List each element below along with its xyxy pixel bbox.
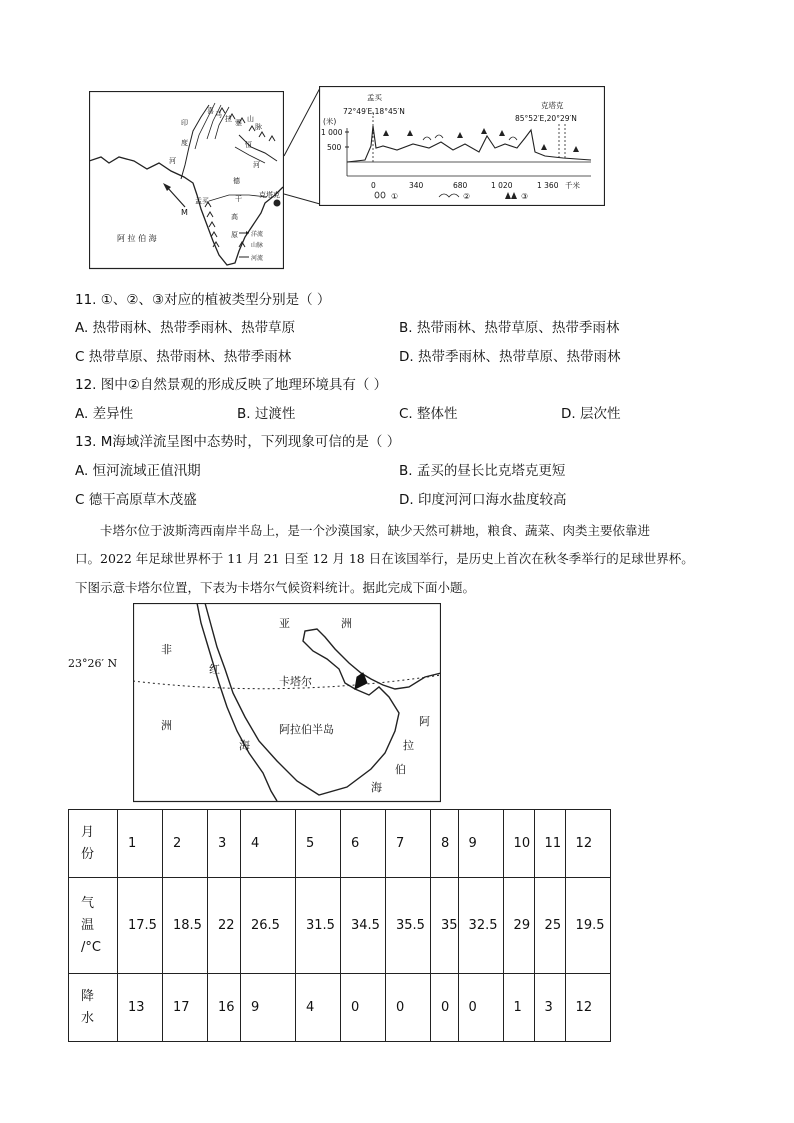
climate-table <box>68 809 611 1042</box>
temperature-cell: 26.5 <box>241 878 296 974</box>
qatar-map <box>133 603 441 803</box>
svg-text:山脉: 山脉 <box>251 242 264 249</box>
svg-text:M: M <box>181 208 188 217</box>
svg-text:河流: 河流 <box>251 255 264 262</box>
q11-option-d[interactable]: D. 热带季雨林、热带草原、热带雨林 <box>399 349 621 365</box>
svg-text:洲: 洲 <box>161 719 172 732</box>
svg-text:680: 680 <box>453 181 468 190</box>
passage-line-3: 下图示意卡塔尔位置，下表为卡塔尔气候资料统计。据此完成下面小题。 <box>75 580 476 595</box>
svg-text:拉: 拉 <box>225 115 232 123</box>
precipitation-cell: 0 <box>341 974 386 1042</box>
svg-text:干: 干 <box>235 195 242 203</box>
svg-text:孟买: 孟买 <box>367 93 382 102</box>
svg-text:72°49′E,18°45′N: 72°49′E,18°45′N <box>343 107 405 116</box>
precipitation-cell: 3 <box>534 974 565 1042</box>
q12-option-a[interactable]: A. 差异性 <box>75 406 134 422</box>
precipitation-cell: 0 <box>386 974 431 1042</box>
month-cell: 4 <box>241 810 296 878</box>
india-map <box>89 91 284 270</box>
precipitation-cell: 9 <box>241 974 296 1042</box>
q11-option-b[interactable]: B. 热带雨林、热带草原、热带季雨林 <box>399 320 620 336</box>
svg-text:500: 500 <box>327 143 342 152</box>
question-12-stem: 12. 图中②自然景观的形成反映了地理环境具有（ ） <box>75 377 388 393</box>
month-cell: 6 <box>341 810 386 878</box>
month-cell: 7 <box>386 810 431 878</box>
cuttack-dot <box>274 200 281 207</box>
svg-text:③: ③ <box>521 192 529 201</box>
temperature-header: 气 温 /°C <box>69 878 118 974</box>
svg-text:伯: 伯 <box>395 763 406 776</box>
q11-option-a[interactable]: A. 热带雨林、热带季雨林、热带草原 <box>75 320 296 336</box>
svg-text:孟买: 孟买 <box>195 197 209 205</box>
svg-text:非: 非 <box>161 643 172 656</box>
precipitation-header: 降 水 <box>69 974 118 1042</box>
svg-text:340: 340 <box>409 181 424 190</box>
svg-text:德: 德 <box>233 177 240 185</box>
temperature-row <box>69 878 611 974</box>
month-cell: 5 <box>296 810 341 878</box>
svg-text:印: 印 <box>181 119 188 127</box>
temperature-cell: 31.5 <box>296 878 341 974</box>
svg-text:1 020: 1 020 <box>491 181 513 190</box>
tropic-label: 23°26′ N <box>68 657 118 670</box>
q12-option-d[interactable]: D. 层次性 <box>561 406 621 422</box>
precipitation-cell: 13 <box>118 974 163 1042</box>
month-cell: 10 <box>503 810 534 878</box>
temperature-cell: 35 <box>431 878 459 974</box>
svg-text:阿: 阿 <box>419 715 430 728</box>
q13-option-c[interactable]: C 德干高原草木茂盛 <box>75 492 197 508</box>
month-cell: 1 <box>118 810 163 878</box>
svg-text:度: 度 <box>181 139 188 147</box>
month-cell: 3 <box>208 810 241 878</box>
svg-text:①: ① <box>391 192 399 201</box>
precipitation-cell: 16 <box>208 974 241 1042</box>
q12-option-c[interactable]: C. 整体性 <box>399 406 458 422</box>
svg-text:喜: 喜 <box>207 107 214 115</box>
zoom-connector <box>284 86 322 206</box>
temperature-cell: 22 <box>208 878 241 974</box>
month-cell: 12 <box>565 810 610 878</box>
svg-text:脉: 脉 <box>255 123 262 131</box>
svg-text:0: 0 <box>371 181 376 190</box>
q13-option-b[interactable]: B. 孟买的昼长比克塔克更短 <box>399 463 566 479</box>
svg-text:千米: 千米 <box>565 181 580 190</box>
svg-text:雅: 雅 <box>235 119 242 127</box>
temperature-cell: 19.5 <box>565 878 610 974</box>
svg-text:(米): (米) <box>323 117 337 126</box>
svg-text:阿 拉 伯 海: 阿 拉 伯 海 <box>117 234 157 243</box>
svg-text:红: 红 <box>209 663 220 676</box>
temperature-cell: 18.5 <box>163 878 208 974</box>
svg-text:马: 马 <box>215 111 222 119</box>
temperature-cell: 35.5 <box>386 878 431 974</box>
svg-text:卡塔尔: 卡塔尔 <box>279 675 312 688</box>
month-cell: 11 <box>534 810 565 878</box>
svg-text:海: 海 <box>239 739 250 752</box>
q13-option-a[interactable]: A. 恒河流域正值汛期 <box>75 463 201 479</box>
temperature-cell: 25 <box>534 878 565 974</box>
temperature-cell: 29 <box>503 878 534 974</box>
temperature-cell: 32.5 <box>458 878 503 974</box>
svg-text:克塔克: 克塔克 <box>259 191 280 199</box>
precipitation-cell: 17 <box>163 974 208 1042</box>
svg-text:原: 原 <box>231 231 238 239</box>
question-13-stem: 13. M海域洋流呈图中态势时，下列现象可信的是（ ） <box>75 434 401 450</box>
temperature-cell: 17.5 <box>118 878 163 974</box>
svg-text:亚: 亚 <box>279 617 290 630</box>
temperature-cell: 34.5 <box>341 878 386 974</box>
precipitation-cell: 4 <box>296 974 341 1042</box>
svg-text:洋流: 洋流 <box>251 231 264 238</box>
month-cell: 9 <box>458 810 503 878</box>
q12-option-b[interactable]: B. 过渡性 <box>237 406 296 422</box>
q13-option-d[interactable]: D. 印度河河口海水盐度较高 <box>399 492 567 508</box>
svg-text:85°52′E,20°29′N: 85°52′E,20°29′N <box>515 114 577 123</box>
terrain-profile <box>319 86 605 206</box>
svg-text:1 360: 1 360 <box>537 181 559 190</box>
passage-line-2: 口。2022 年足球世界杯于 11 月 21 日至 12 月 18 日在该国举行，是历史上首次在秋冬季举行的足球世界杯。 <box>75 551 694 566</box>
svg-text:阿拉伯半岛: 阿拉伯半岛 <box>279 723 334 736</box>
svg-text:河: 河 <box>169 157 176 165</box>
passage-line-1: 卡塔尔位于波斯湾西南岸半岛上，是一个沙漠国家，缺少天然可耕地，粮食、蔬菜、肉类主要依靠进 <box>100 523 651 538</box>
precipitation-cell: 0 <box>431 974 459 1042</box>
svg-text:克塔克: 克塔克 <box>541 101 564 110</box>
q11-option-c[interactable]: C 热带草原、热带雨林、热带季雨林 <box>75 349 292 365</box>
precipitation-cell: 12 <box>565 974 610 1042</box>
month-cell: 8 <box>431 810 459 878</box>
svg-text:拉: 拉 <box>403 739 414 752</box>
month-cell: 2 <box>163 810 208 878</box>
svg-text:②: ② <box>463 192 471 201</box>
month-row <box>69 810 611 878</box>
svg-text:海: 海 <box>371 781 382 794</box>
precipitation-row <box>69 974 611 1042</box>
svg-text:洲: 洲 <box>341 617 352 630</box>
precipitation-cell: 1 <box>503 974 534 1042</box>
svg-text:高: 高 <box>231 213 238 221</box>
svg-text:1 000: 1 000 <box>321 128 343 137</box>
question-11-stem: 11. ①、②、③对应的植被类型分别是（ ） <box>75 292 331 308</box>
svg-text:山: 山 <box>247 115 254 123</box>
svg-text:恒: 恒 <box>245 141 252 149</box>
svg-text:河: 河 <box>253 161 260 169</box>
precipitation-cell: 0 <box>458 974 503 1042</box>
month-header: 月 份 <box>69 810 118 878</box>
